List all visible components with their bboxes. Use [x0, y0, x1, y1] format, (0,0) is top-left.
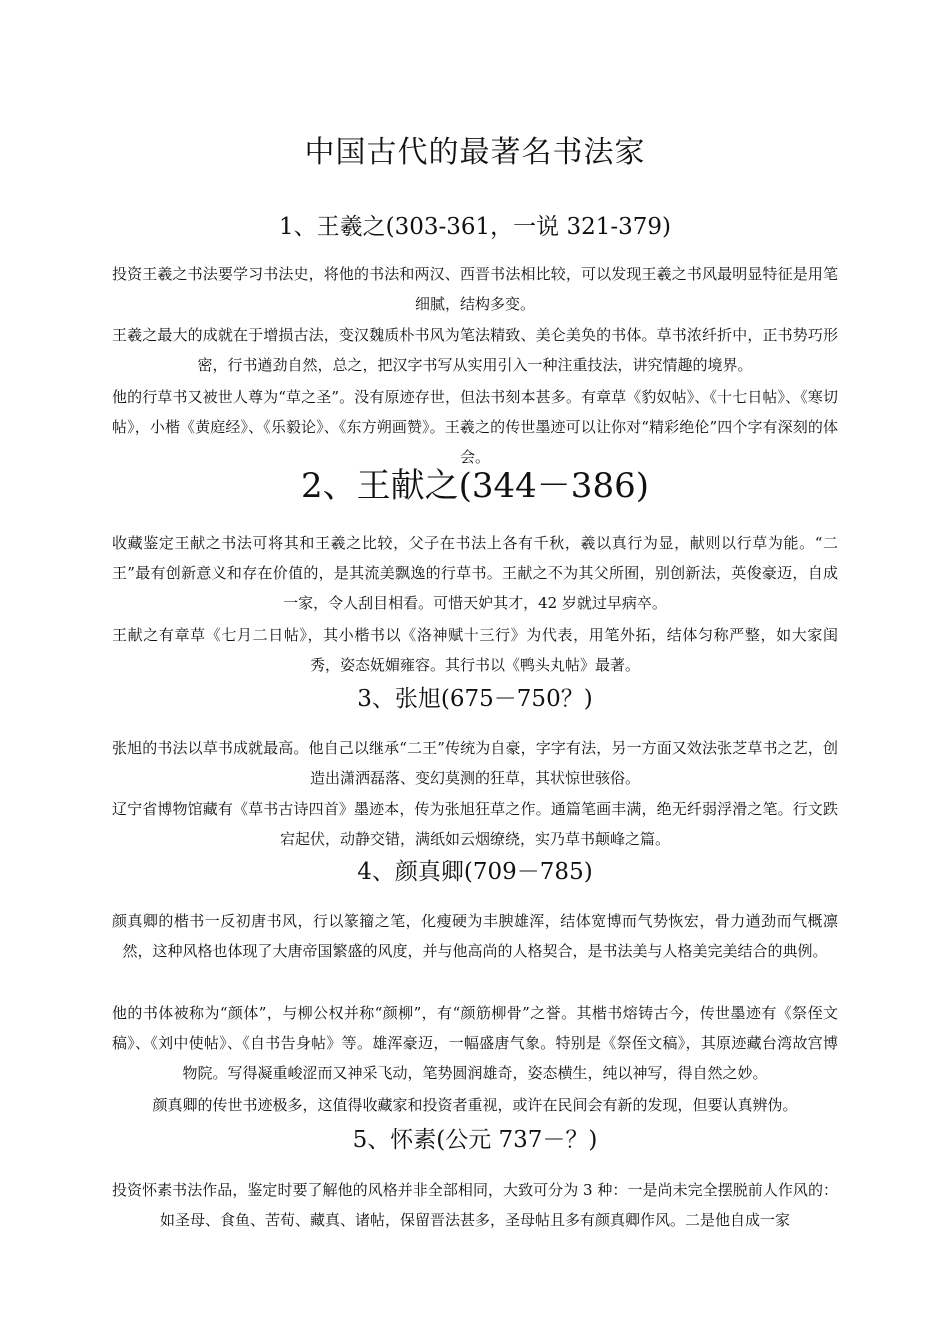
section-heading-5: 5、怀素(公元 737－？) — [352, 1127, 598, 1153]
section-4-paragraph-2: 他的书体被称为“颜体”，与柳公权并称“颜柳”，有“颜筋柳骨”之誉。其楷书熔铸古今，传世墨迹有《祭侄文稿》、《刘中使帖》、《自书告身帖》等。雄浑豪迈，一幅盛唐气象。特别是《祭侄文稿》，其原迹藏台湾故宫博物院。写得凝重峻涩而又神采飞动，笔势圆润雄奇，姿态横生，纯以神写，得自然之妙。 — [112, 1004, 838, 1082]
document-title: 中国古代的最著名书法家 — [304, 135, 646, 170]
section-1-paragraph-2: 王羲之最大的成就在于增损古法，变汉魏质朴书风为笔法精致、美仑美奂的书体。草书浓纤折中，正书势巧形密，行书遒劲自然，总之，把汉字书写从实用引入一种注重技法，讲究情趣的境界。 — [112, 326, 838, 374]
section-heading-4: 4、颜真卿(709－785) — [357, 859, 593, 885]
section-2-paragraph-1: 收藏鉴定王献之书法可将其和王羲之比较，父子在书法上各有千秋，羲以真行为显，献则以行草为能。“二王”最有创新意义和存在价值的，是其流美飘逸的行草书。王献之不为其父所囿，别创新法，英俊豪迈，自成一家，令人刮目相看。可惜天妒其才，42 岁就过早病卒。 — [112, 534, 838, 612]
section-2-paragraph-2: 王献之有章草《七月二日帖》，其小楷书以《洛神赋十三行》为代表，用笔外拓，结体匀称严整，如大家闺秀，姿态妩媚雍容。其行书以《鸭头丸帖》最著。 — [112, 626, 838, 674]
section-heading-3: 3、张旭(675－750？) — [357, 686, 593, 712]
section-4-paragraph-1: 颜真卿的楷书一反初唐书风，行以篆籀之笔，化瘦硬为丰腴雄浑，结体宽博而气势恢宏，骨力遒劲而气概凛然，这种风格也体现了大唐帝国繁盛的风度，并与他高尚的人格契合，是书法美与人格美完美结合的典例。 — [112, 912, 838, 960]
section-3-paragraph-2: 辽宁省博物馆藏有《草书古诗四首》墨迹本，传为张旭狂草之作。通篇笔画丰满，绝无纤弱浮滑之笔。行文跌宕起伏，动静交错，满纸如云烟缭绕，实乃草书颠峰之篇。 — [112, 800, 838, 848]
section-4-paragraph-3: 颜真卿的传世书迹极多，这值得收藏家和投资者重视，或许在民间会有新的发现，但要认真辨伪。 — [152, 1096, 798, 1114]
section-1-paragraph-1: 投资王羲之书法要学习书法史，将他的书法和两汉、西晋书法相比较，可以发现王羲之书风最明显特征是用笔细腻，结构多变。 — [112, 265, 838, 313]
section-heading-2: 2、王献之(344－386) — [301, 466, 649, 506]
section-1-paragraph-3: 他的行草书又被世人尊为“草之圣”。没有原迹存世，但法书刻本甚多。有章草《豹奴帖》、《十七日帖》、《寒切帖》，小楷《黄庭经》、《乐毅论》、《东方朔画赞》。王羲之的传世墨迹可以让你对“精彩绝伦”四个字有深刻的体会。 — [112, 388, 838, 466]
section-3-paragraph-1: 张旭的书法以草书成就最高。他自己以继承“二王”传统为自豪，字字有法，另一方面又效法张芝草书之艺，创造出潇洒磊落、变幻莫测的狂草，其状惊世骇俗。 — [112, 739, 838, 787]
section-5-paragraph-1: 投资怀素书法作品，鉴定时要了解他的风格并非全部相同，大致可分为 3 种：一是尚未完全摆脱前人作风的：如圣母、食鱼、苦荀、藏真、诸帖，保留晋法甚多，圣母帖且多有颜真卿作风。二是他自成一家 — [112, 1181, 838, 1229]
section-heading-1: 1、王羲之(303-361，一说 321-379) — [278, 214, 672, 240]
